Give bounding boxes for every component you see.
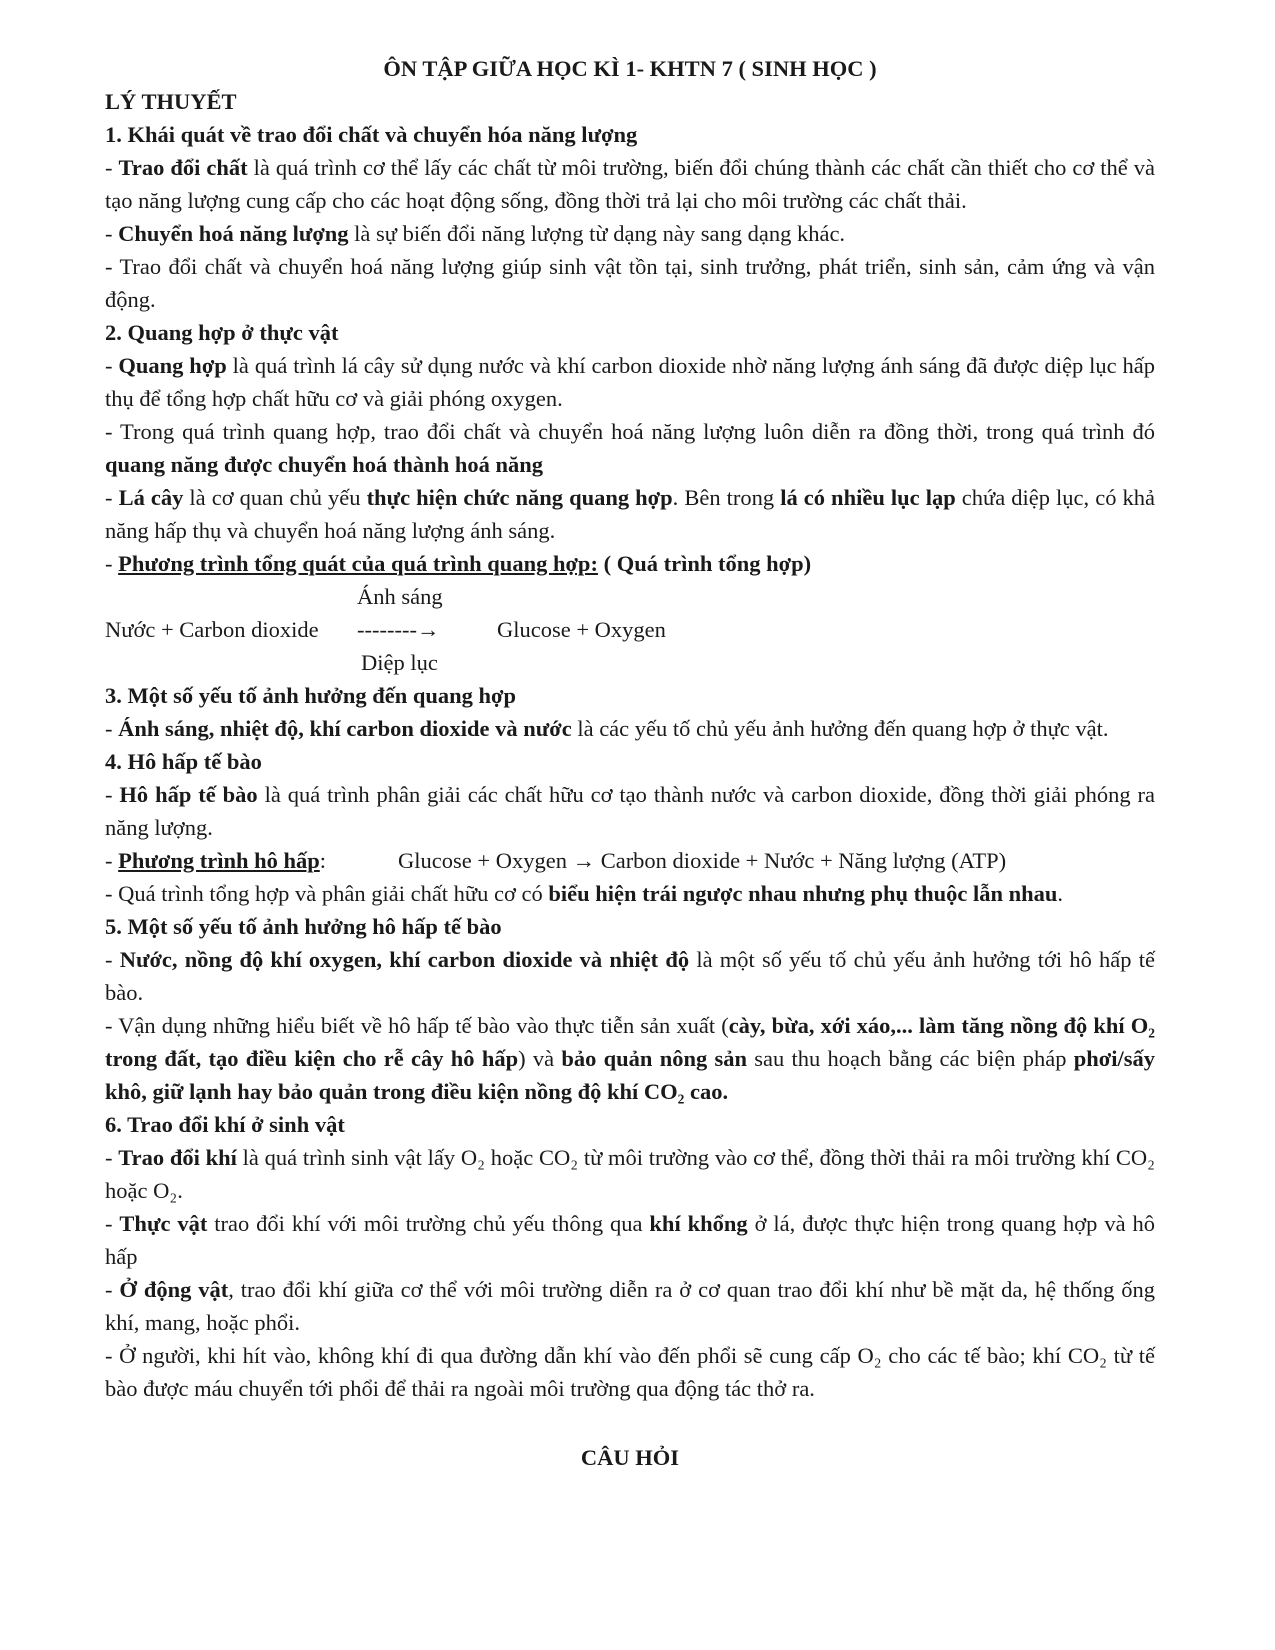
text: là sự biến đổi năng lượng từ dạng này sang dạng khác.: [348, 221, 846, 246]
dash: -: [105, 848, 119, 873]
text: , trao đổi khí giữa cơ thể với môi trường diễn ra ở cơ quan trao đổi khí như bề mặt da, hệ thống ống khí, mang, hoặc phổi.: [105, 1277, 1155, 1335]
section-2-paragraph-4: [105, 547, 1155, 580]
section-3-heading: 3. Một số yếu tố ảnh hưởng đến quang hợp: [105, 683, 517, 708]
section-6-paragraph-2: [105, 1207, 1155, 1273]
term: Chuyển hoá năng lượng: [118, 221, 349, 246]
dash: -: [105, 947, 120, 972]
text: là quá trình cơ thể lấy các chất từ môi trường, biến đổi chúng thành các chất cần thiết cho cơ thể và tạo năng lượng cung cấp cho các hoạt động sống, đồng thời trả lại cho môi trường các chất thải.: [105, 155, 1155, 213]
questions-heading: CÂU HỎI: [580, 1445, 680, 1470]
section-4-heading: 4. Hô hấp tế bào: [105, 749, 262, 774]
section-2-paragraph-3: [105, 481, 1155, 547]
emphasis: thực hiện chức năng quang hợp: [366, 485, 673, 510]
section-4-paragraph-2: [105, 844, 1155, 877]
term: Lá cây: [118, 485, 184, 510]
dash: -: [105, 716, 119, 741]
text: ở lá, được thực hiện trong quang hợp và hô hấp: [105, 1211, 1155, 1269]
dash: -: [105, 485, 119, 510]
section-1-paragraph-2: [105, 217, 1155, 250]
theory-heading: LÝ THUYẾT: [105, 89, 237, 114]
term: Ánh sáng, nhiệt độ, khí carbon dioxide và nước: [118, 716, 572, 741]
equation-arrow: --------→: [357, 617, 440, 642]
section-1-paragraph-3: - Trao đổi chất và chuyển hoá năng lượng giúp sinh vật tồn tại, sinh trưởng, phát triển, sinh sản, cảm ứng và vận động.: [105, 254, 1155, 312]
text: là quá trình phân giải các chất hữu cơ tạo thành nước và carbon dioxide, đồng thời giải phóng ra năng lượng.: [105, 782, 1155, 840]
dash: -: [105, 551, 119, 576]
emphasis: khí khổng: [649, 1211, 748, 1236]
text: sau thu hoạch bằng các biện pháp: [747, 1046, 1074, 1071]
dash: -: [105, 1211, 120, 1236]
text: trao đổi khí với môi trường chủ yếu thông qua: [207, 1211, 650, 1236]
term: Hô hấp tế bào: [119, 782, 258, 807]
term: Trao đổi khí: [118, 1145, 237, 1170]
text: là quá trình sinh vật lấy O₂ hoặc CO₂ từ môi trường vào cơ thể, đồng thời thải ra môi trường khí CO₂ hoặc O₂.: [105, 1145, 1155, 1203]
colon: :: [319, 848, 327, 873]
emphasis: phơi/sấy khô, giữ lạnh hay bảo quản trong điều kiện nồng độ khí CO₂ cao.: [105, 1046, 1155, 1104]
term: Ở động vật: [119, 1277, 229, 1302]
term: Trao đổi chất: [118, 155, 248, 180]
emphasis: lá có nhiều lục lạp: [780, 485, 956, 510]
text: - Vận dụng những hiểu biết về hô hấp tế bào vào thực tiễn sản xuất (: [105, 1013, 729, 1038]
text: là một số yếu tố chủ yếu ảnh hưởng tới hô hấp tế bào.: [105, 947, 1155, 1005]
text: - Trong quá trình quang hợp, trao đổi chất và chuyển hoá năng lượng luôn diễn ra đồng thời, trong quá trình đó: [105, 419, 1155, 444]
section-1-paragraph-1: [105, 151, 1155, 217]
underlined-label: Phương trình hô hấp: [118, 848, 320, 873]
page-title: ÔN TẬP GIỮA HỌC KÌ 1- KHTN 7 ( SINH HỌC ): [383, 56, 877, 81]
term: Quang hợp: [118, 353, 227, 378]
section-6-heading: 6. Trao đổi khí ở sinh vật: [105, 1112, 345, 1137]
equation-condition-top: Ánh sáng: [357, 584, 443, 609]
section-6-paragraph-1: [105, 1141, 1155, 1207]
section-6-paragraph-3: [105, 1273, 1155, 1339]
section-2-paragraph-2: [105, 415, 1155, 481]
underlined-label: Phương trình tổng quát của quá trình quang hợp:: [118, 551, 598, 576]
dash: -: [105, 353, 119, 378]
dash: -: [105, 1277, 120, 1302]
dash: -: [105, 155, 119, 180]
term: Thực vật: [119, 1211, 208, 1236]
text: . Bên trong: [672, 485, 781, 510]
emphasis: cày, bừa, xới xáo,... làm tăng nồng độ khí O₂ trong đất, tạo điều kiện cho rễ cây hô hấp: [105, 1013, 1155, 1071]
section-3-paragraph-1: [105, 712, 1155, 745]
section-2-paragraph-1: [105, 349, 1155, 415]
text: là quá trình lá cây sử dụng nước và khí carbon dioxide nhờ năng lượng ánh sáng đã được diệp lục hấp thụ để tổng hợp chất hữu cơ và giải phóng oxygen.: [105, 353, 1156, 411]
text: là cơ quan chủ yếu: [183, 485, 367, 510]
text: là các yếu tố chủ yếu ảnh hưởng đến quang hợp ở thực vật.: [571, 716, 1109, 741]
equation-condition-bottom: Diệp lục: [361, 650, 438, 675]
section-4-paragraph-1: [105, 778, 1155, 844]
section-2-heading: 2. Quang hợp ở thực vật: [105, 320, 339, 345]
section-5-paragraph-1: [105, 943, 1155, 1009]
term: Nước, nồng độ khí oxygen, khí carbon dioxide và nhiệt độ: [119, 947, 690, 972]
equation-products: Glucose + Oxygen: [497, 617, 666, 642]
section-1-heading: 1. Khái quát về trao đổi chất và chuyển hóa năng lượng: [105, 122, 638, 147]
section-4-paragraph-3: [105, 877, 1155, 910]
text: .: [1057, 881, 1064, 906]
photosynthesis-equation: [105, 580, 1155, 679]
equation-reactants: Nước + Carbon dioxide: [105, 617, 319, 642]
text: chứa diệp lục, có khả năng hấp thụ và chuyển hoá năng lượng ánh sáng.: [105, 485, 1155, 543]
dash: -: [105, 221, 119, 246]
respiration-equation: Glucose + Oxygen → Carbon dioxide + Nước + Năng lượng (ATP): [398, 848, 1007, 873]
emphasis: bảo quản nông sản: [561, 1046, 748, 1071]
section-5-paragraph-2: [105, 1009, 1155, 1108]
emphasis: ( Quá trình tổng hợp): [597, 551, 812, 576]
text: - Quá trình tổng hợp và phân giải chất hữu cơ có: [105, 881, 549, 906]
text: ) và: [518, 1046, 562, 1071]
emphasis: quang năng được chuyển hoá thành hoá năng: [105, 452, 544, 477]
section-6-paragraph-4: - Ở người, khi hít vào, không khí đi qua đường dẫn khí vào đến phổi sẽ cung cấp O₂ cho các tế bào; khí CO₂ từ tế bào được máu chuyển tới phổi để thải ra ngoài môi trường qua động tác thở ra.: [105, 1343, 1155, 1401]
emphasis: biểu hiện trái ngược nhau nhưng phụ thuộc lẫn nhau: [548, 881, 1058, 906]
section-5-heading: 5. Một số yếu tố ảnh hưởng hô hấp tế bào: [105, 914, 502, 939]
dash: -: [105, 1145, 119, 1170]
dash: -: [105, 782, 120, 807]
